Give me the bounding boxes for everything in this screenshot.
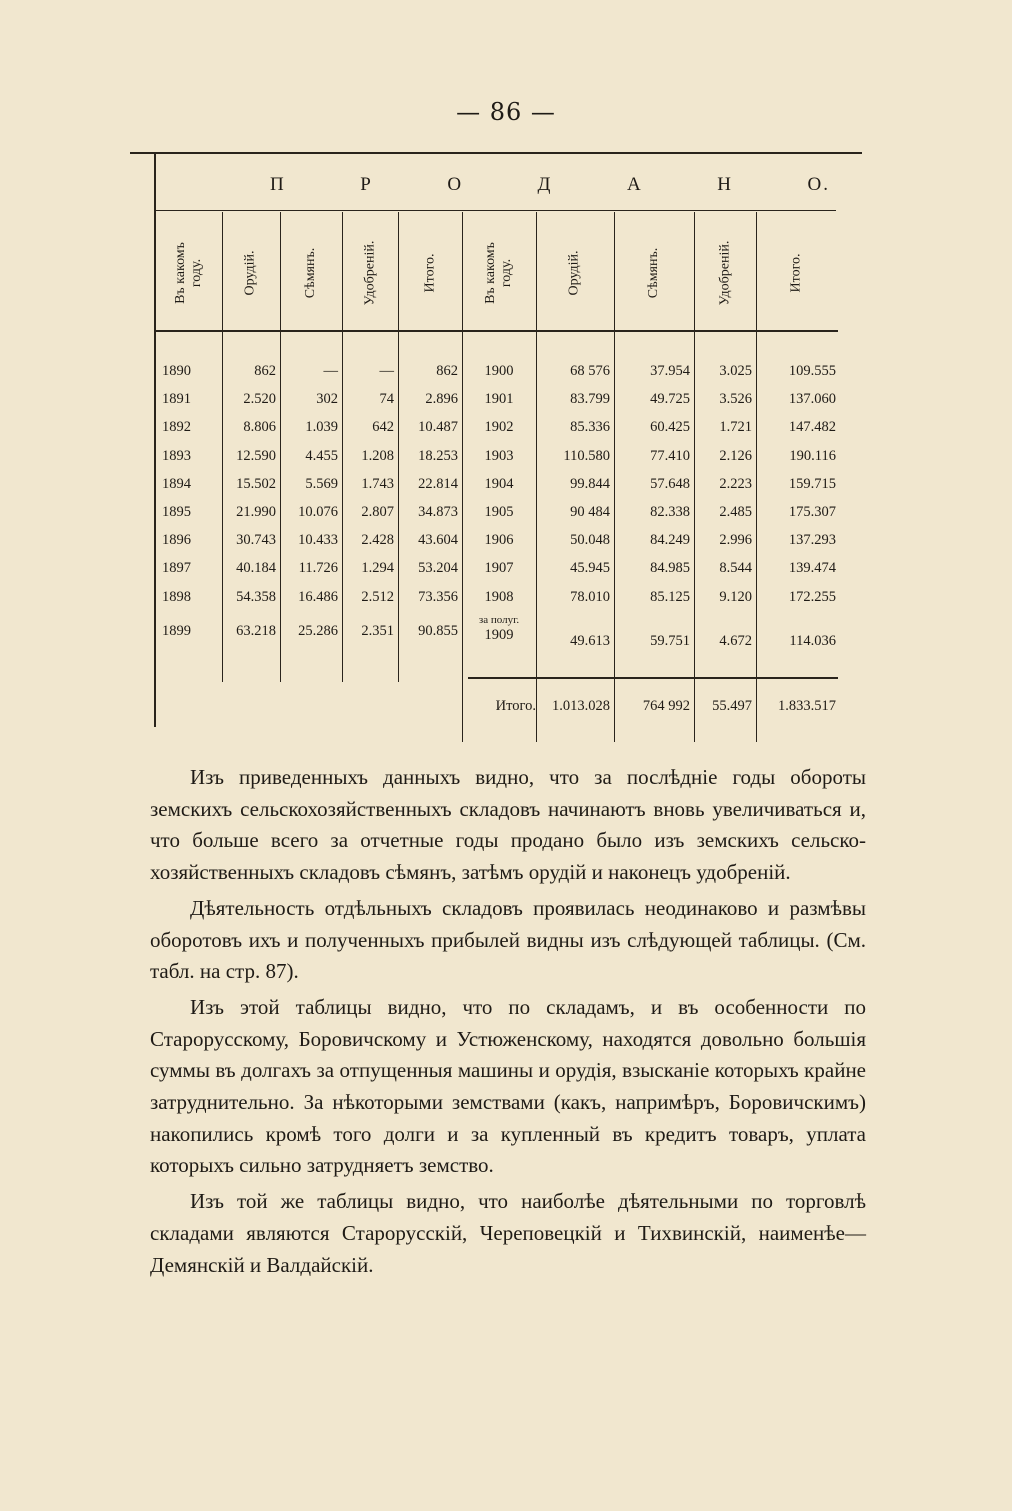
cell-right-total: 137.060 xyxy=(788,391,836,408)
cell-left-year: 1897 xyxy=(162,560,191,577)
cell-left-year: 1896 xyxy=(162,532,191,549)
cell-left-tools: 2.520 xyxy=(243,391,276,408)
col-header-total: Итого. xyxy=(422,253,437,293)
cell-left-fert: 1.208 xyxy=(361,447,394,464)
totals-seeds: 764 992 xyxy=(642,698,690,714)
paragraph: Изъ приведенныхъ данныхъ видно, что за послѣдніе годы обороты земскихъ сельскохозяйственныхъ складовъ начинаютъ вновь увеличиваться и, что больше всего за отчетные годы продано было изъ земскихъ сельско-хозяйственныхъ складовъ сѣмянъ, затѣмъ орудій и наконецъ удобреній. xyxy=(150,765,866,885)
cell-right-fert: 2.485 xyxy=(719,504,752,520)
cell-right-year: 1906 xyxy=(484,532,514,549)
heading-letter: О xyxy=(447,174,464,195)
cell-left-seeds: 1.039 xyxy=(305,419,338,436)
cell-left-year: 1898 xyxy=(162,588,191,605)
table-row xyxy=(150,447,860,475)
cell-left-total: 18.253 xyxy=(418,447,458,464)
cell-right-fert: 2.126 xyxy=(719,447,752,464)
col-header-fertilizer-2: Удобреній. xyxy=(717,240,733,306)
cell-right-total: 109.555 xyxy=(788,363,836,379)
cell-right-seeds: 59.751 xyxy=(650,632,690,649)
cell-right-fert: 3.526 xyxy=(719,391,752,408)
cell-right-year: 1901 xyxy=(484,391,514,408)
cell-left-year: 1891 xyxy=(162,391,191,408)
cell-right-seeds: 85.125 xyxy=(650,588,690,605)
paragraph: Дѣятельность отдѣльныхъ складовъ проявилась неодинаково и размѣвы оборотовъ ихъ и полученныхъ прибылей видны изъ слѣдующей таблицы. (См. табл. на стр. 87). xyxy=(150,895,866,984)
cell-left-total: 73.356 xyxy=(418,588,458,605)
cell-left-total: 34.873 xyxy=(418,504,458,520)
cell-right-tools: 50.048 xyxy=(570,532,610,549)
totals-top-rule xyxy=(468,677,838,679)
cell-left-fert: 2.807 xyxy=(361,504,394,520)
cell-left-seeds: 10.076 xyxy=(298,504,338,520)
body-text xyxy=(150,762,866,1285)
cell-right-tools: 78.010 xyxy=(570,588,610,605)
cell-left-total: 43.604 xyxy=(418,532,458,549)
cell-right-fert: 4.672 xyxy=(719,632,752,649)
table-row xyxy=(150,475,860,503)
table-row xyxy=(150,362,860,390)
cell-left-fert: 1.294 xyxy=(361,560,394,577)
table-row xyxy=(150,531,860,559)
table-row xyxy=(150,613,860,650)
cell-left-tools: 862 xyxy=(254,363,276,379)
cell-left-tools: 30.743 xyxy=(236,532,276,549)
totals-fertilizer: 55.497 xyxy=(712,698,752,714)
cell-left-seeds: 302 xyxy=(316,391,338,408)
col-header-year-2: Въ какомъ году. xyxy=(483,242,514,304)
cell-left-total: 862 xyxy=(436,363,458,379)
cell-right-fert: 8.544 xyxy=(719,560,752,577)
cell-right-tools: 110.580 xyxy=(563,447,610,464)
cell-right-tools: 90 484 xyxy=(570,504,610,520)
cell-right-fert: 2.223 xyxy=(719,475,752,492)
heading-letter: П xyxy=(270,174,286,195)
cell-right-total: 114.036 xyxy=(789,632,836,649)
cell-left-seeds: 5.569 xyxy=(305,475,338,492)
table-row xyxy=(150,559,860,587)
heading-letter: Д xyxy=(537,174,553,195)
cell-right-total: 139.474 xyxy=(788,560,836,577)
cell-left-total: 10.487 xyxy=(418,419,458,436)
totals-total: 1.833.517 xyxy=(778,698,836,714)
page-number: — 86 — xyxy=(456,98,556,126)
cell-left-seeds: 25.286 xyxy=(298,622,338,639)
cell-right-seeds: 84.985 xyxy=(650,560,690,577)
cell-left-tools: 54.358 xyxy=(236,588,276,605)
heading-letter: А xyxy=(627,174,643,195)
cell-left-fert: 2.512 xyxy=(361,588,394,605)
cell-right-seeds: 77.410 xyxy=(650,447,690,464)
col-header-seeds-2: Сѣмянъ. xyxy=(645,247,661,299)
cell-right-tools: 99.844 xyxy=(570,475,610,492)
cell-left-fert: 2.428 xyxy=(361,532,394,549)
cell-left-tools: 63.218 xyxy=(236,622,276,639)
cell-left-seeds: 11.726 xyxy=(298,560,338,577)
paragraph: Изъ той же таблицы видно, что наиболѣе дѣятельными по торговлѣ складами являются Старорусскій, Череповецкій и Тихвинскій, наименѣе—Демянскій и Валдайскій. xyxy=(150,1189,866,1277)
cell-right-year xyxy=(466,614,532,644)
cell-left-total: 53.204 xyxy=(418,560,458,577)
header-bottom-rule xyxy=(154,330,838,332)
col-header-year: Въ какомъ году. xyxy=(173,242,204,304)
cell-right-total: 190.116 xyxy=(789,447,836,464)
cell-right-year: 1900 xyxy=(484,363,514,379)
table-row xyxy=(150,588,860,616)
cell-right-year: 1902 xyxy=(484,419,514,436)
cell-right-year: 1904 xyxy=(484,475,514,492)
cell-left-tools: 8.806 xyxy=(243,419,276,436)
cell-right-tools: 83.799 xyxy=(570,391,610,408)
cell-left-year: 1895 xyxy=(162,504,191,520)
table-row xyxy=(150,418,860,446)
cell-right-year: 1907 xyxy=(484,560,514,577)
totals-label: Итого. xyxy=(495,698,536,714)
cell-right-year: 1908 xyxy=(484,588,514,605)
cell-right-seeds: 82.338 xyxy=(650,504,690,520)
cell-left-fert: — xyxy=(379,363,394,379)
sales-table xyxy=(150,152,860,740)
cell-right-seeds: 37.954 xyxy=(650,363,690,379)
cell-left-year: 1894 xyxy=(162,475,191,492)
year-value: 1909 xyxy=(484,626,514,643)
cell-left-total: 2.896 xyxy=(425,391,458,408)
cell-right-total: 175.307 xyxy=(788,504,836,520)
cell-right-tools: 45.945 xyxy=(570,560,610,577)
cell-right-fert: 2.996 xyxy=(719,532,752,549)
col-header-tools-2: Орудій. xyxy=(567,250,582,296)
cell-left-seeds: — xyxy=(323,363,338,379)
col-header-seeds: Сѣмянъ. xyxy=(302,247,318,299)
heading-rule xyxy=(156,210,836,211)
cell-right-fert: 1.721 xyxy=(719,419,752,436)
table-top-rule xyxy=(130,152,862,154)
col-header-total-2: Итого. xyxy=(788,253,803,293)
cell-right-fert: 9.120 xyxy=(719,588,752,605)
cell-right-fert: 3.025 xyxy=(719,363,752,379)
table-heading xyxy=(270,174,830,196)
heading-letter: О. xyxy=(807,174,830,195)
col-header-tools: Орудій. xyxy=(243,250,258,296)
table-row xyxy=(150,503,860,531)
cell-left-year: 1893 xyxy=(162,447,191,464)
cell-right-tools: 68 576 xyxy=(570,363,610,379)
totals-tools: 1.013.028 xyxy=(552,698,610,714)
cell-left-total: 22.814 xyxy=(418,475,458,492)
cell-left-total: 90.855 xyxy=(418,622,458,639)
cell-right-total: 137.293 xyxy=(788,532,836,549)
cell-left-fert: 1.743 xyxy=(361,475,394,492)
cell-left-tools: 15.502 xyxy=(236,475,276,492)
cell-left-year: 1892 xyxy=(162,419,191,436)
cell-left-fert: 74 xyxy=(379,391,394,408)
cell-right-seeds: 49.725 xyxy=(650,391,690,408)
paragraph: Изъ этой таблицы видно, что по складамъ, и въ особенности по Старорусскому, Боровичскому и Устюженскому, находятся довольно большія суммы въ долгахъ за отпущенныя машины и орудія, взысканіе которыхъ крайне затруднительно. За нѣкоторыми земствами (какъ, напримѣръ, Боровичскимъ) накопились кромѣ того долги и за купленный въ кредитъ товаръ, уплата которыхъ сильно затрудняетъ земство. xyxy=(150,994,866,1178)
cell-left-fert: 2.351 xyxy=(361,622,394,639)
cell-right-year: 1905 xyxy=(484,504,514,520)
cell-left-year: 1890 xyxy=(162,363,191,379)
cell-left-tools: 12.590 xyxy=(236,447,276,464)
cell-left-seeds: 10.433 xyxy=(298,532,338,549)
table-row xyxy=(150,390,860,418)
heading-letter: Р xyxy=(360,174,373,195)
cell-right-tools: 49.613 xyxy=(570,632,610,649)
cell-left-seeds: 16.486 xyxy=(298,588,338,605)
cell-right-seeds: 84.249 xyxy=(650,532,690,549)
cell-left-tools: 21.990 xyxy=(236,504,276,520)
heading-letter: Н xyxy=(717,174,733,195)
cell-right-total: 147.482 xyxy=(788,419,836,436)
cell-left-year: 1899 xyxy=(162,622,191,639)
col-header-fertilizer: Удобреній. xyxy=(362,240,378,306)
cell-right-year: 1903 xyxy=(484,447,514,464)
totals-row xyxy=(462,697,842,727)
cell-right-total: 159.715 xyxy=(788,475,836,492)
cell-left-seeds: 4.455 xyxy=(305,447,338,464)
cell-right-tools: 85.336 xyxy=(570,419,610,436)
cell-right-seeds: 60.425 xyxy=(650,419,690,436)
cell-left-fert: 642 xyxy=(372,419,394,436)
cell-right-total: 172.255 xyxy=(788,588,836,605)
cell-left-tools: 40.184 xyxy=(236,560,276,577)
cell-right-seeds: 57.648 xyxy=(650,475,690,492)
half-year-label: за полуг. xyxy=(478,613,520,626)
